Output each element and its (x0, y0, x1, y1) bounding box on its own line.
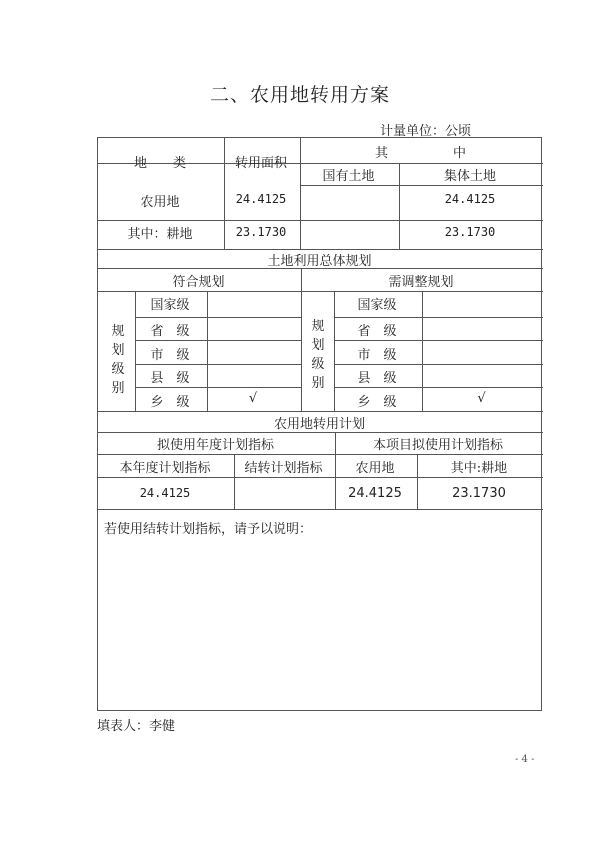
row-area-value: 23.1730 (235, 225, 287, 239)
planning-section-title: 土地利用总体规划 (267, 254, 372, 269)
level-label: 省 级 (150, 324, 190, 339)
row-label: 农用地 (140, 195, 180, 210)
header-among: 其 中 (374, 146, 466, 161)
level-label: 省 级 (357, 324, 397, 339)
row-area-value: 24.4125 (235, 192, 287, 206)
farmland-header: 农用地 (355, 461, 395, 476)
row-line (135, 387, 301, 388)
row-collective-value: 23.1730 (444, 225, 496, 239)
row-line (334, 340, 543, 341)
level-vertical-char: 划 (311, 338, 325, 353)
current-year-header: 本年度计划指标 (119, 461, 211, 476)
row-line (300, 185, 543, 186)
level-vertical-char: 别 (111, 381, 125, 396)
level-label: 市 级 (150, 348, 190, 363)
level-label: 市 级 (357, 348, 397, 363)
level-vertical-char: 划 (111, 343, 125, 358)
carryover-note-label: 若使用结转计划指标，请予以说明： (104, 522, 313, 537)
level-vertical-char: 规 (111, 324, 125, 339)
level-vertical-label (110, 322, 126, 398)
row-collective-value: 24.4125 (444, 192, 496, 206)
header-category: 地 类 (133, 156, 186, 171)
row-line (334, 364, 543, 365)
form-filler: 填表人：李健 (97, 719, 176, 734)
level-vertical-char: 规 (311, 319, 325, 334)
header-area: 转用面积 (234, 156, 287, 171)
row-line (98, 432, 543, 433)
level-vertical-char: 级 (311, 357, 325, 372)
carryover-header: 结转计划指标 (244, 461, 323, 476)
current-year-value: 24.4125 (139, 486, 191, 500)
adjust-check: √ (477, 391, 486, 406)
conform-plan-header: 符合规划 (172, 275, 225, 290)
farmland-value: 24.4125 (348, 486, 402, 501)
unit-label: 计量单位：公顷 (380, 124, 472, 139)
proposed-indicator-header: 拟使用年度计划指标 (156, 438, 274, 453)
conversion-plan-title: 农用地转用计划 (273, 417, 365, 432)
row-line (334, 387, 543, 388)
row-line (98, 220, 543, 221)
page-number: - 4 - (515, 754, 535, 765)
page-title: 二、农用地转用方案 (209, 84, 390, 106)
project-indicator-header: 本项目拟使用计划指标 (372, 438, 503, 453)
header-state-land: 国有土地 (322, 169, 375, 184)
row-line (98, 291, 543, 292)
row-line (98, 477, 543, 478)
level-vertical-char: 级 (111, 362, 125, 377)
row-line (135, 340, 301, 341)
row-label: 其中：耕地 (127, 227, 193, 242)
row-line (135, 317, 301, 318)
row-line (135, 364, 301, 365)
header-collective-land: 集体土地 (443, 169, 496, 184)
level-label: 县 级 (357, 371, 397, 386)
level-label: 乡 级 (357, 395, 397, 410)
conform-check: √ (248, 391, 258, 406)
arable-header: 其中:耕地 (450, 461, 508, 476)
level-label: 乡 级 (150, 395, 190, 410)
arable-value: 23.1730 (452, 486, 506, 501)
row-line (98, 411, 543, 412)
row-line (98, 509, 543, 510)
level-label: 国家级 (357, 298, 397, 313)
level-label: 国家级 (150, 298, 190, 313)
level-label: 县 级 (150, 371, 190, 386)
level-vertical-char: 别 (311, 376, 325, 391)
adjust-plan-header: 需调整规划 (388, 275, 454, 290)
row-line (334, 317, 543, 318)
level-vertical-label (310, 317, 326, 393)
row-line (98, 454, 543, 455)
